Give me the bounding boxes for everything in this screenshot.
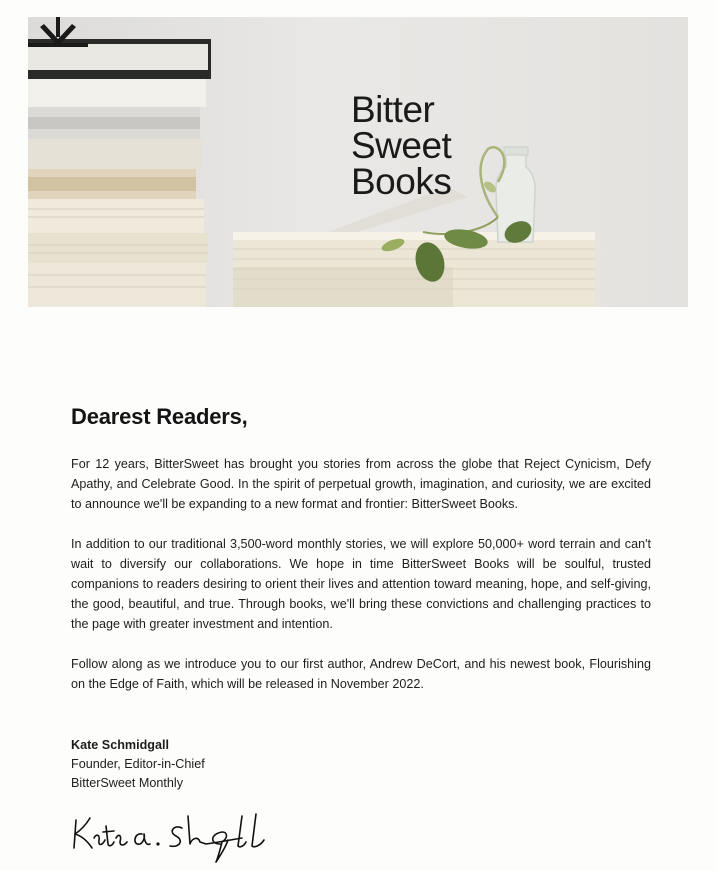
signature-block [71, 736, 651, 793]
logo-line-1: Bitter [351, 89, 435, 130]
sunrise-mark-icon [28, 17, 88, 49]
signer-organization: BitterSweet Monthly [71, 776, 183, 790]
signer-title: Founder, Editor-in-Chief [71, 757, 205, 771]
signer-name: Kate Schmidgall [71, 738, 169, 752]
hero-image [28, 17, 688, 307]
letter-body [71, 404, 651, 793]
letter-greeting: Dearest Readers, [71, 404, 248, 429]
logo-line-2: Sweet [351, 125, 452, 166]
logo-line-3: Books [351, 161, 452, 202]
paragraph-1: For 12 years, BitterSweet has brought you stories from across the globe that Reject Cynicism, Defy Apathy, and Celebrate Good. In the spirit of perpetual growth, imagination, and curiosity, we are excited to announce we'll be expanding to a new format and frontier: BitterSweet Books. [71, 457, 651, 511]
handwritten-signature [70, 810, 300, 865]
brand-logo-text [351, 89, 452, 202]
paragraph-2: In addition to our traditional 3,500-word monthly stories, we will explore 50,000+ word terrain and can't wait to diversify our collaborations. We hope in time BitterSweet Books will be soulful, trusted companions to readers desiring to orient their lives and attention toward meaning, hope, and self-giving, the good, beautiful, and true. Through books, we'll bring these convictions and challenging practices to the page with greater investment and intention. [71, 537, 651, 631]
paragraph-3: Follow along as we introduce you to our first author, Andrew DeCort, and his newest book, Flourishing on the Edge of Faith, which will be released in November 2022. [71, 657, 651, 691]
